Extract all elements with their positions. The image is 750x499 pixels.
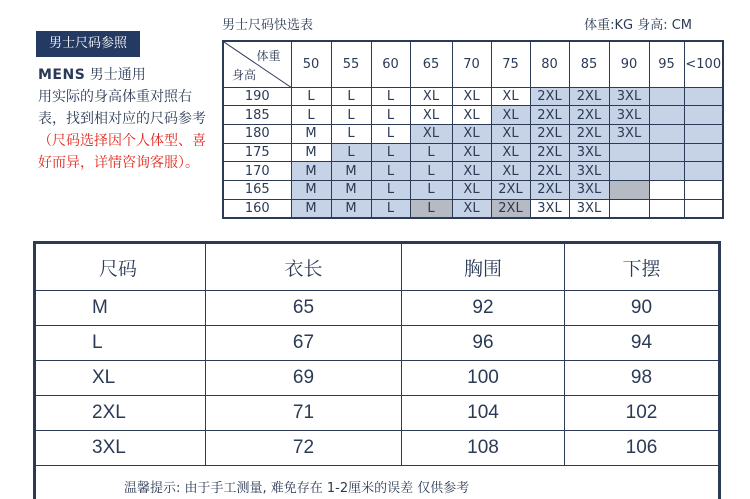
size-cell	[649, 143, 684, 162]
weight-header: 85	[569, 41, 609, 87]
size-cell: M	[291, 162, 331, 181]
size-cell: L	[331, 143, 371, 162]
size-cell: XL	[410, 87, 452, 106]
weight-header: 80	[530, 41, 569, 87]
size-name-cell: 3XL	[35, 431, 206, 466]
size-name-cell: M	[35, 291, 206, 326]
weight-header: 90	[609, 41, 649, 87]
size-cell: 3XL	[569, 143, 609, 162]
measure-value-cell: 71	[206, 396, 402, 431]
measure-row	[35, 396, 720, 431]
size-cell	[649, 106, 684, 125]
chart-title: 男士尺码快选表	[222, 18, 314, 33]
measure-column-header: 衣长	[206, 243, 402, 291]
size-cell: L	[331, 87, 371, 106]
weight-header: <100	[684, 41, 723, 87]
size-cell: 3XL	[569, 199, 609, 218]
size-cell: XL	[452, 87, 491, 106]
measure-value-cell: 90	[565, 291, 720, 326]
chart-row	[223, 87, 723, 106]
size-cell: M	[291, 199, 331, 218]
size-cell: M	[331, 162, 371, 181]
size-cell: XL	[410, 124, 452, 143]
usage-note-text: 用实际的身高体重对照右表，找到相对应的尺码参考	[38, 89, 206, 127]
size-cell: XL	[452, 143, 491, 162]
size-cell: L	[410, 143, 452, 162]
weight-header: 70	[452, 41, 491, 87]
size-cell	[684, 180, 723, 199]
size-cell: L	[371, 180, 410, 199]
size-cell: 2XL	[530, 124, 569, 143]
size-cell: 3XL	[569, 180, 609, 199]
size-cell: L	[371, 106, 410, 125]
size-cell	[649, 124, 684, 143]
size-reference-badge: 男士尺码参照	[36, 31, 140, 57]
size-cell: M	[291, 124, 331, 143]
size-cell: L	[291, 87, 331, 106]
size-cell	[649, 162, 684, 181]
size-cell: XL	[491, 106, 530, 125]
measure-value-cell: 65	[206, 291, 402, 326]
mens-label	[38, 64, 146, 84]
size-cell: XL	[491, 87, 530, 106]
height-label: 175	[223, 143, 291, 162]
size-cell: 2XL	[530, 106, 569, 125]
size-cell: XL	[452, 106, 491, 125]
height-label: 170	[223, 162, 291, 181]
size-cell: L	[371, 199, 410, 218]
measure-value-cell: 98	[565, 361, 720, 396]
chart-corner-cell	[223, 41, 291, 87]
size-cell: L	[410, 162, 452, 181]
size-cell: 3XL	[609, 87, 649, 106]
usage-note-warning: （尺码选择因个人体型、喜好而异，详情咨询客服）。	[38, 133, 206, 171]
height-label: 180	[223, 124, 291, 143]
size-cell	[609, 180, 649, 199]
size-cell: XL	[452, 180, 491, 199]
measure-value-cell: 72	[206, 431, 402, 466]
size-cell: 2XL	[530, 87, 569, 106]
weight-header: 65	[410, 41, 452, 87]
size-cell: XL	[491, 162, 530, 181]
measure-column-header: 胸围	[402, 243, 565, 291]
size-cell	[649, 87, 684, 106]
size-cell	[684, 124, 723, 143]
measure-value-cell: 69	[206, 361, 402, 396]
size-cell: L	[371, 87, 410, 106]
size-cell: 2XL	[491, 180, 530, 199]
size-cell: M	[331, 180, 371, 199]
size-cell: L	[410, 199, 452, 218]
measure-value-cell: 108	[402, 431, 565, 466]
weight-header: 60	[371, 41, 410, 87]
size-cell: L	[331, 106, 371, 125]
corner-weight-label: 体重	[256, 49, 281, 63]
size-cell: M	[291, 180, 331, 199]
size-cell	[609, 162, 649, 181]
size-cell	[609, 143, 649, 162]
size-name-cell: XL	[35, 361, 206, 396]
measure-row	[35, 361, 720, 396]
chart-row	[223, 180, 723, 199]
size-cell	[684, 87, 723, 106]
measurement-table	[33, 241, 721, 499]
size-cell: 2XL	[491, 199, 530, 218]
size-cell: L	[371, 124, 410, 143]
size-cell: XL	[491, 143, 530, 162]
size-name-cell: L	[35, 326, 206, 361]
size-cell	[684, 199, 723, 218]
chart-unit-label: 体重:KG 身高: CM	[584, 18, 692, 33]
chart-header-row	[223, 41, 723, 87]
chart-row	[223, 106, 723, 125]
measure-value-cell: 106	[565, 431, 720, 466]
chart-row	[223, 162, 723, 181]
size-cell	[684, 143, 723, 162]
height-label: 160	[223, 199, 291, 218]
size-cell: 2XL	[569, 124, 609, 143]
tip-row	[35, 466, 720, 499]
weight-header: 55	[331, 41, 371, 87]
measure-value-cell: 94	[565, 326, 720, 361]
measure-row	[35, 326, 720, 361]
size-cell	[684, 106, 723, 125]
measure-value-cell: 102	[565, 396, 720, 431]
size-cell	[649, 180, 684, 199]
chart-row	[223, 124, 723, 143]
size-cell: M	[291, 143, 331, 162]
size-cell: 2XL	[530, 180, 569, 199]
size-cell: 3XL	[609, 124, 649, 143]
size-cell: XL	[491, 124, 530, 143]
weight-header: 75	[491, 41, 530, 87]
size-cell	[649, 199, 684, 218]
mens-cn-label: 男士通用	[89, 67, 146, 83]
size-cell: XL	[452, 199, 491, 218]
size-cell: XL	[452, 124, 491, 143]
height-label: 185	[223, 106, 291, 125]
measure-value-cell: 92	[402, 291, 565, 326]
measurement-tip: 温馨提示: 由于手工测量, 难免存在 1-2厘米的误差 仅供参考	[35, 466, 720, 499]
size-cell: 2XL	[569, 87, 609, 106]
size-cell	[684, 162, 723, 181]
measure-value-cell: 96	[402, 326, 565, 361]
measure-header-row	[35, 243, 720, 291]
size-cell: XL	[410, 106, 452, 125]
size-cell: 3XL	[569, 162, 609, 181]
measure-value-cell: 67	[206, 326, 402, 361]
size-cell	[609, 199, 649, 218]
size-cell: L	[291, 106, 331, 125]
measure-row	[35, 431, 720, 466]
size-cell: L	[410, 180, 452, 199]
size-cell: L	[331, 124, 371, 143]
measure-value-cell: 100	[402, 361, 565, 396]
size-cell: 2XL	[569, 106, 609, 125]
size-cell: 3XL	[609, 106, 649, 125]
measure-value-cell: 104	[402, 396, 565, 431]
size-cell: 2XL	[530, 143, 569, 162]
size-cell: L	[371, 143, 410, 162]
measure-column-header: 尺码	[35, 243, 206, 291]
size-selector-chart	[222, 40, 724, 219]
height-label: 165	[223, 180, 291, 199]
measure-column-header: 下摆	[565, 243, 720, 291]
weight-header: 95	[649, 41, 684, 87]
size-cell: XL	[452, 162, 491, 181]
size-cell: M	[331, 199, 371, 218]
size-cell: L	[371, 162, 410, 181]
size-cell: 2XL	[530, 162, 569, 181]
chart-row	[223, 199, 723, 218]
weight-header: 50	[291, 41, 331, 87]
measure-row	[35, 291, 720, 326]
size-cell: 3XL	[530, 199, 569, 218]
height-label: 190	[223, 87, 291, 106]
mens-en-label: MENS	[38, 67, 86, 83]
corner-height-label: 身高	[232, 67, 257, 82]
usage-note	[38, 86, 214, 174]
size-name-cell: 2XL	[35, 396, 206, 431]
chart-row	[223, 143, 723, 162]
